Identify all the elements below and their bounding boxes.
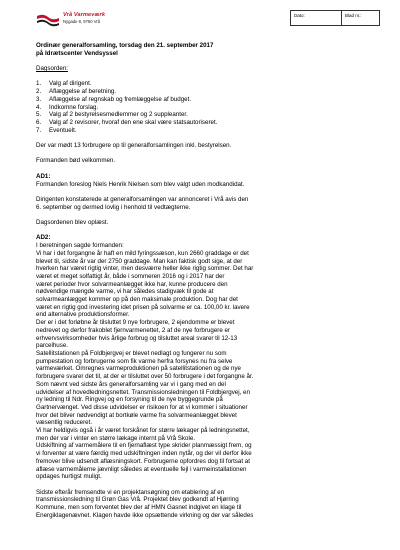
text-line: varmeværket. Omregnes varmeproduktionen på satellitstationen og de nye	[36, 365, 241, 373]
agenda-item-number: 1.	[36, 80, 42, 88]
date-label: Dato:	[294, 13, 305, 18]
agenda-item-text: Aflæggelse af regnskab og fremlæggelse af budget.	[49, 95, 192, 103]
text-line: ny ledning til Ndr. Ringvej og en forsyning til de nye byggegrunde på	[36, 396, 223, 404]
text-line: Kommune, men som forventet blev der af HMN Gasnet indgivet en klage til	[36, 504, 242, 512]
ad2-heading: AD2:	[36, 234, 51, 242]
text-line: forbrugere svarer det til, at der er tilsluttet over 50 forbrugere i det forgangne år.	[36, 373, 254, 381]
text-line: Vi har heldigvis også i år været forskånet for større lækager på ledningsnettet,	[36, 427, 250, 435]
text-line: været perioder hvor solvarmeanlægget ikke har, kunne producere den	[36, 280, 228, 288]
document-title-line2: på Idrætscenter Vendsyssel	[36, 49, 118, 57]
agenda-item-number: 2.	[36, 88, 42, 96]
agenda-item	[36, 88, 382, 96]
agenda-item-number: 4.	[36, 103, 42, 111]
text-line: aflæse varmemålerne jævnligt således at eventuelle fejl i varmeinstallationen	[36, 465, 247, 473]
date-box	[290, 10, 342, 26]
agenda-item-number: 5.	[36, 111, 42, 119]
text-line: Der er i det forløbne år tilsluttet 9 nye forbrugere, 2 ejendomme er blevet	[36, 319, 235, 327]
agenda-item-text: Valg af 2 bestyrelsesmedlemmer og 2 suppleanter.	[49, 111, 188, 119]
text-line: blevet til, sidste år var der 2750 graddage. Man kan faktisk godt sige, at der	[36, 257, 243, 265]
agenda-item-text: Eventuelt.	[49, 126, 77, 134]
ad2-paragraph-2	[36, 489, 382, 520]
sheet-number-box	[342, 10, 380, 26]
ad1-line3: Dagsordenen blev oplæst.	[36, 219, 109, 227]
agenda-list	[36, 80, 382, 134]
text-line: men der var i vinter en større lækage internt på Vrå Skole.	[36, 434, 195, 442]
text-line: Energiklagenævnet. Klagen havde ikke opsættende virkning og der var således	[36, 511, 254, 519]
text-line: nedrevet og derfor frakoblet fjernvarmenettet, 2 af de nye forbrugere er	[36, 326, 230, 334]
text-line: erhvervsvirksomheder hvis årlige forbrug og tilsluttet areal svarer til 12-13	[36, 334, 238, 342]
text-line: udvidelser af hovedledningsnettet. Transmissionsledningen til Foldbjergvej, en	[36, 388, 250, 396]
agenda-item	[36, 104, 382, 112]
ad1-paragraph	[36, 196, 382, 211]
agenda-item	[36, 119, 382, 127]
attendance-text: Der var mødt 13 forbrugere op til generalforsamlingen inkl. bestyrelsen.	[36, 142, 232, 150]
text-line: Sidste efterår fremsendte vi en projektansøgning om etablering af en	[36, 488, 225, 496]
text-line: Som nævnt ved sidste års generalforsamling var vi i gang med en del	[36, 380, 226, 388]
agenda-item-text: Valg af dirigent.	[49, 80, 92, 88]
ad1-line1: Formanden foreslog Niels Henrik Nielsen som blev valgt uden modkandidat.	[36, 180, 245, 188]
text-line: pumpestation og forbrugerne som fik varme herfra forsynes nu fra selve	[36, 357, 233, 365]
text-line: Satellitstationen på Foldbjergvej er blevet nedlagt og fungerer nu som	[36, 350, 227, 357]
welcome-text: Formanden bød velkommen.	[36, 157, 116, 165]
agenda-item	[36, 111, 382, 119]
text-line: Gartnervænget. Ved disse udvidelser er risikoen for at vi kommer i situationer	[36, 403, 248, 411]
company-address: Nygade 8, 9760 Vrå	[63, 19, 101, 25]
text-line: Dirigenten konstaterede at generalforsamlingen var annonceret i Vrå avis den	[36, 195, 249, 203]
agenda-item	[36, 96, 382, 104]
agenda-item	[36, 127, 382, 135]
agenda-item-number: 6.	[36, 119, 42, 126]
company-logo-icon	[36, 13, 60, 27]
document-title-line1: Ordinær generalforsamling, torsdag den 21. september 2017	[36, 42, 214, 49]
text-line: hvor det bliver nødvendigt at bortkøle varme fra solvarmeanlægget blevet	[36, 411, 237, 419]
text-line: solvarmeanlægget kommer op på den maksimale produktion. Dog har det	[36, 296, 238, 304]
text-line: transmissionsledning til Grøn Gas Vrå. Projektet blev godkendt af Hjørring	[36, 496, 239, 504]
text-line: været en rigtig god investering idet prisen på solvarme er ca. 100,00 kr. lavere	[36, 303, 250, 311]
company-block	[63, 13, 105, 24]
text-line: fremover blive udsendt aflæsningskort. Forbrugerne opfordres dog til fortsat at	[36, 457, 250, 465]
agenda-item-text: Valg af 2 revisorer, hvoraf den ene skal være statsautoriseret.	[49, 119, 218, 126]
text-line: væsentlig reduceret.	[36, 419, 93, 427]
text-line: Udskiftning af varmemålere til en fjernaflæst type skrider planmæssigt frem, og	[36, 442, 252, 450]
text-line: parcelhuse.	[36, 342, 68, 350]
text-line: hverken har været rigtig vinter, men desværre heller ikke rigtig sommer. Det har	[36, 265, 254, 273]
text-line: vi forventer at være færdig med udskiftningen inden nytår, og der vil derfor ikke	[36, 450, 252, 458]
agenda-item-text: Aflæggelse af beretning.	[49, 88, 117, 96]
agenda-item-number: 7.	[36, 126, 42, 134]
ad2-paragraph-1	[36, 250, 382, 481]
document-body	[36, 42, 382, 519]
text-line: været et meget solfattigt år, både i sommeren 2016 og i 2017 har der	[36, 272, 225, 280]
text-line: Vi har i det forgangne år haft en mild fyringssæson, kun 2660 graddage er det	[36, 249, 249, 257]
ad1-heading: AD1:	[36, 172, 51, 180]
agenda-heading: Dagsorden:	[36, 65, 68, 73]
sheet-number-label: Blad nr.:	[345, 13, 362, 18]
agenda-item-text: Indkomne forslag.	[49, 103, 99, 111]
company-name: Vrå Varmeværk	[63, 12, 106, 18]
agenda-item-number: 3.	[36, 95, 42, 103]
ad2-intro: I beretningen sagde formanden:	[36, 242, 124, 250]
text-line: nødvendige mængde varme, vi har således stadigvæk til gode at	[36, 288, 214, 296]
agenda-item	[36, 80, 382, 88]
text-line: 6. september og dermed lovlig i henhold til vedtægterne.	[36, 203, 191, 211]
text-line: end alternative produktionsformer.	[36, 311, 130, 319]
text-line: opdages hurtigst muligt.	[36, 473, 102, 481]
